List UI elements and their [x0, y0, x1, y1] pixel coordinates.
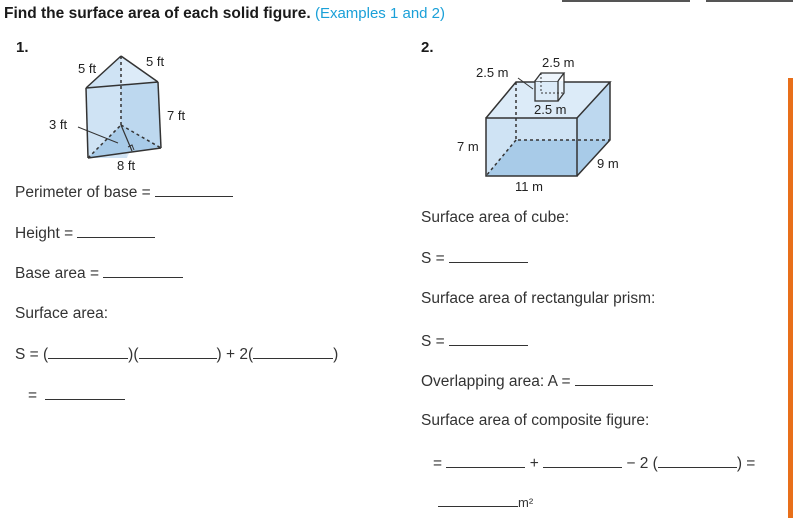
overlap-label: Overlapping area: A = — [421, 373, 571, 390]
label-8ft: 8 ft — [117, 158, 136, 173]
prism-s-answer-blank[interactable] — [449, 332, 528, 346]
composite-formula-row — [433, 454, 755, 473]
label-5ft-left: 5 ft — [78, 61, 97, 76]
problem-2-number: 2. — [421, 39, 434, 56]
label-11m: 11 m — [515, 179, 543, 194]
comp-plus: + — [529, 455, 539, 472]
cube-s-answer-blank[interactable] — [449, 249, 528, 263]
label-7ft: 7 ft — [167, 108, 186, 123]
base-area-answer-blank[interactable] — [103, 264, 183, 278]
label-7m: 7 m — [457, 139, 479, 154]
top-decoration-bar-1 — [562, 0, 690, 2]
formula-blank-1[interactable] — [48, 345, 128, 359]
unit-label: m² — [518, 495, 534, 510]
composite-surface-area-heading: Surface area of composite figure: — [421, 412, 650, 429]
perimeter-of-base-row — [15, 183, 233, 202]
surface-area-heading-1: Surface area: — [15, 305, 109, 322]
result-equals: = — [28, 387, 38, 404]
label-cube-bottom: 2.5 m — [534, 102, 567, 117]
perimeter-answer-blank[interactable] — [155, 183, 233, 197]
prism-surface-area-heading: Surface area of rectangular prism: — [421, 290, 656, 307]
height-row — [15, 224, 155, 243]
comp-blank-1[interactable] — [446, 454, 525, 468]
formula-blank-2[interactable] — [139, 345, 217, 359]
formula-end: ) — [333, 346, 339, 363]
page-title — [4, 5, 445, 23]
base-area-label: Base area = — [15, 265, 100, 282]
problem-1-number: 1. — [16, 39, 29, 56]
cube-s-row — [421, 249, 528, 268]
overlapping-area-row — [421, 372, 653, 391]
examples-link[interactable]: (Examples 1 and 2) — [314, 5, 446, 22]
label-3ft: 3 ft — [49, 117, 68, 132]
comp-blank-2[interactable] — [543, 454, 622, 468]
base-area-row — [15, 264, 183, 283]
comp-close: ) = — [736, 455, 756, 472]
prism-s-label: S = — [421, 333, 445, 350]
perimeter-label: Perimeter of base = — [15, 184, 151, 201]
result-answer-blank[interactable] — [45, 386, 125, 400]
cube-s-label: S = — [421, 250, 445, 267]
cube-surface-area-heading: Surface area of cube: — [421, 209, 570, 226]
label-5ft-right: 5 ft — [146, 54, 165, 69]
height-label: Height = — [15, 225, 74, 242]
comp-equals: = — [433, 455, 443, 472]
composite-result-row — [438, 493, 533, 512]
prism-s-row — [421, 332, 528, 351]
triangular-prism-figure — [40, 50, 200, 180]
overlap-answer-blank[interactable] — [575, 372, 653, 386]
title-text: Find the surface area of each solid figure. — [4, 5, 311, 22]
formula-mid-2: ) + 2( — [216, 346, 254, 363]
label-9m: 9 m — [597, 156, 619, 171]
formula-s-open: S = ( — [15, 346, 49, 363]
surface-area-result-row — [28, 386, 125, 405]
height-answer-blank[interactable] — [77, 224, 155, 238]
sidebar-accent-bar — [788, 78, 793, 518]
surface-area-formula-row — [15, 345, 338, 364]
formula-mid-1: )( — [128, 346, 139, 363]
top-decoration-bar-2 — [706, 0, 793, 2]
composite-result-blank[interactable] — [438, 493, 518, 507]
comp-blank-3[interactable] — [658, 454, 737, 468]
formula-blank-3[interactable] — [253, 345, 333, 359]
label-cube-left: 2.5 m — [476, 65, 509, 80]
comp-minus: − 2 ( — [626, 455, 658, 472]
label-cube-top: 2.5 m — [542, 55, 575, 70]
composite-figure — [452, 48, 632, 198]
